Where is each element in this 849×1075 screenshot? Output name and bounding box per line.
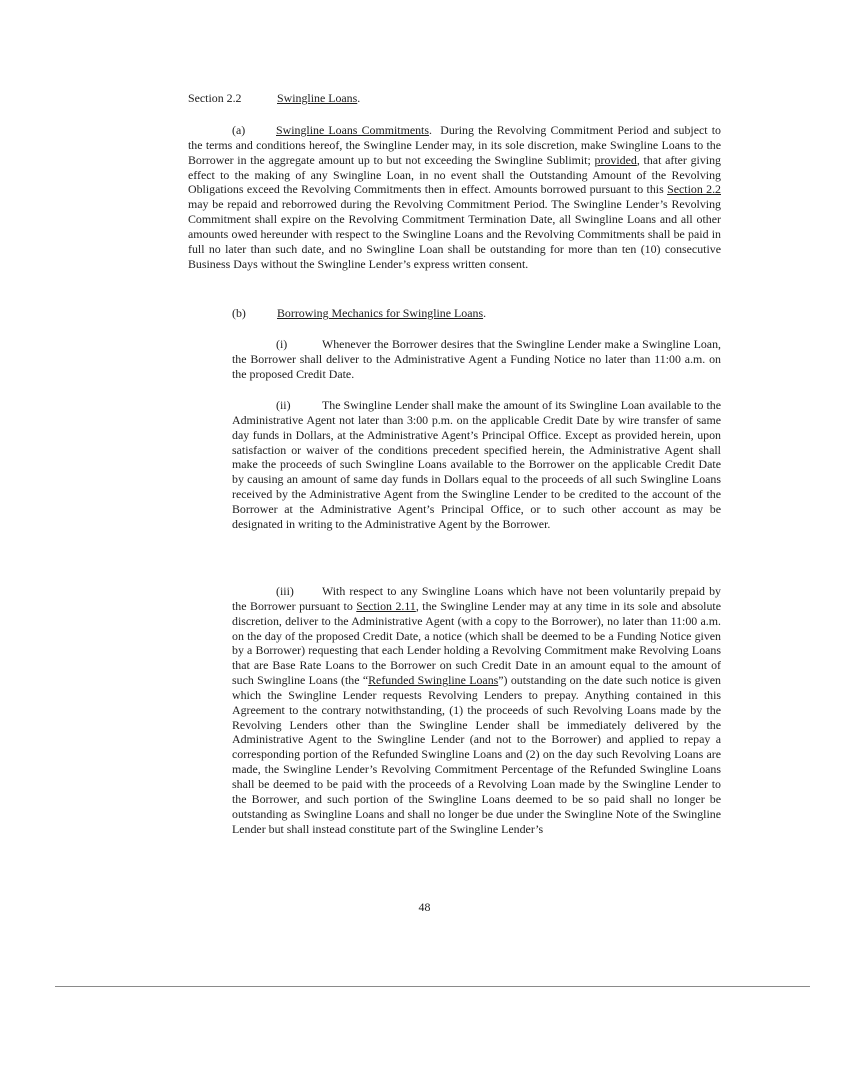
provided-term: provided [594,152,637,167]
paragraph-b-iii-label: (iii) [276,584,294,598]
section-2-2-reference: Section 2.2 [667,182,721,197]
section-title-period: . [357,91,361,105]
section-2-11-reference: Section 2.11 [356,598,416,613]
section-number: Section 2.2 [188,91,242,105]
paragraph-b-label: (b) [232,306,246,320]
page-divider [55,986,810,987]
paragraph-b-i-label: (i) [276,337,288,351]
paragraph-b-heading: Borrowing Mechanics for Swingline Loans [277,306,484,320]
page-number: 48 [418,900,431,914]
paragraph-b-iii-text-1: With respect to any Swingline Loans which have not been voluntarily prepaid by the Borrower pursuant to [232,584,721,613]
section-title: Swingline Loans [277,91,358,105]
paragraph-b-iii-text-3: ”) outstanding on the date such notice is given which the Swingline Lender requests Revolving Lenders to prepay. Anything contained in this Agreement to the contrary notwithstanding, (1) the proceeds of such Revolving Loans made by the Revolving Lenders other than the Swingline Lender shall be immediately delivered by the Administrative Agent to the Swingline Lender (and not to the Borrower) and applied to repay a corresponding portion of the Refunded Swingline Loans and (2) on the day such Revolving Loans are made, the Swingline Lender’s Revolving Commitment Percentage of the Refunded Swingline Loans shall be deemed to be paid with the proceeds of a Revolving Loan made by the Swingline Lender to the Borrower, and such portion of the Swingline Loans deemed to be so paid shall no longer be outstanding as Swingline Loans and shall no longer be due under the Swingline Note of the Swingline Lender but shall instead constitute part of the Swingline Lender’s [232,673,721,836]
paragraph-a-heading: Swingline Loans Commitments [276,123,429,137]
paragraph-b-i [232,337,721,382]
paragraph-b-ii [232,398,721,532]
paragraph-b: (b) Borrowing Mechanics for Swingline Loans. [232,306,487,320]
paragraph-b-ii-text: The Swingline Lender shall make the amount of its Swingline Loan available to the Administrative Agent not later than 3:00 p.m. on the applicable Credit Date by wire transfer of same day funds in Dollars, at the Administrative Agent’s Principal Office. Except as provided herein, upon satisfaction or waiver of the conditions precedent specified herein, the Administrative Agent shall make the proceeds of such Swingline Loans available to the Borrower on the applicable Credit Date by causing an amount of same day funds in Dollars equal to the proceeds of all such Swingline Loans received by the Administrative Agent from the Swingline Lender to be credited to the account of the Borrower at the Administrative Agent’s Principal Office, or to such other account as may be designated in writing to the Administrative Agent by the Borrower. [232,398,721,531]
section-heading [188,91,728,106]
paragraph-a: (a) Swingline Loans Commitments. During the Revolving Commitment Period and subject to the terms and conditions hereof, the Swingline Lender may, in its sole discretion, make Swingline Loans to the Borrower in the aggregate amount up to but not exceeding the Swingline Sublimit; provided, that after giving effect to the making of any Swingline Loan, in no event shall the Outstanding Amount of the Revolving Obligations exceed the Revolving Commitments then in effect. Amounts borrowed pursuant to this Section 2.2 may be repaid and reborrowed during the Revolving Commitment Period. The Swingline Lender’s Revolving Commitment shall expire on the Revolving Commitment Termination Date, all Swingline Loans and all other amounts owed hereunder with respect to the Swingline Loans and the Revolving Commitments shall be paid in full no later than such date, and no Swingline Loan shall be outstanding for more than ten (10) consecutive Business Days without the Swingline Lender’s express written consent. [188,123,722,271]
paragraph-b-ii-label: (ii) [276,398,291,412]
paragraph-b-iii-text-2: , the Swingline Lender may at any time in its sole and absolute discretion, deliver to the Administrative Agent (with a copy to the Borrower), no later than 11:00 a.m. on the day of the proposed Credit Date, a notice (which shall be deemed to be a Funding Notice given by a Borrower) requesting that each Lender holding a Revolving Commitment make Revolving Loans that are Base Rate Loans to the Borrower on such Credit Date in an amount equal to the amount of such Swingline Loans (the “ [232,598,721,688]
paragraph-a-text-2: , that after giving effect to the making of any Swingline Loan, in no event shall the Outstanding Amount of the Revolving Obligations exceed the Revolving Commitments then in effect. Amounts borrowed pursuant to this [188,152,722,197]
paragraph-a-text-1: During the Revolving Commitment Period and subject to the terms and conditions hereof, the Swingline Lender may, in its sole discretion, make Swingline Loans to the Borrower in the aggregate amount up to but not exceeding the Swingline Sublimit; [188,123,721,167]
refunded-swingline-loans-term: Refunded Swingline Loans [368,673,499,688]
paragraph-a-text-3: may be repaid and reborrowed during the Revolving Commitment Period. The Swingline Lender’s Revolving Commitment shall expire on the Revolving Commitment Termination Date, all Swingline Loans and all other amounts owed hereunder with respect to the Swingline Loans and the Revolving Commitments shall be paid in full no later than such date, and no Swingline Loan shall be outstanding for more than ten (10) consecutive Business Days without the Swingline Lender’s express written consent. [188,197,721,271]
paragraph-a-label: (a) [232,123,246,137]
paragraph-b-iii [232,584,721,836]
paragraph-b-i-text: Whenever the Borrower desires that the Swingline Lender make a Swingline Loan, the Borrower shall deliver to the Administrative Agent a Funding Notice no later than 11:00 a.m. on the proposed Credit Date. [232,337,721,381]
